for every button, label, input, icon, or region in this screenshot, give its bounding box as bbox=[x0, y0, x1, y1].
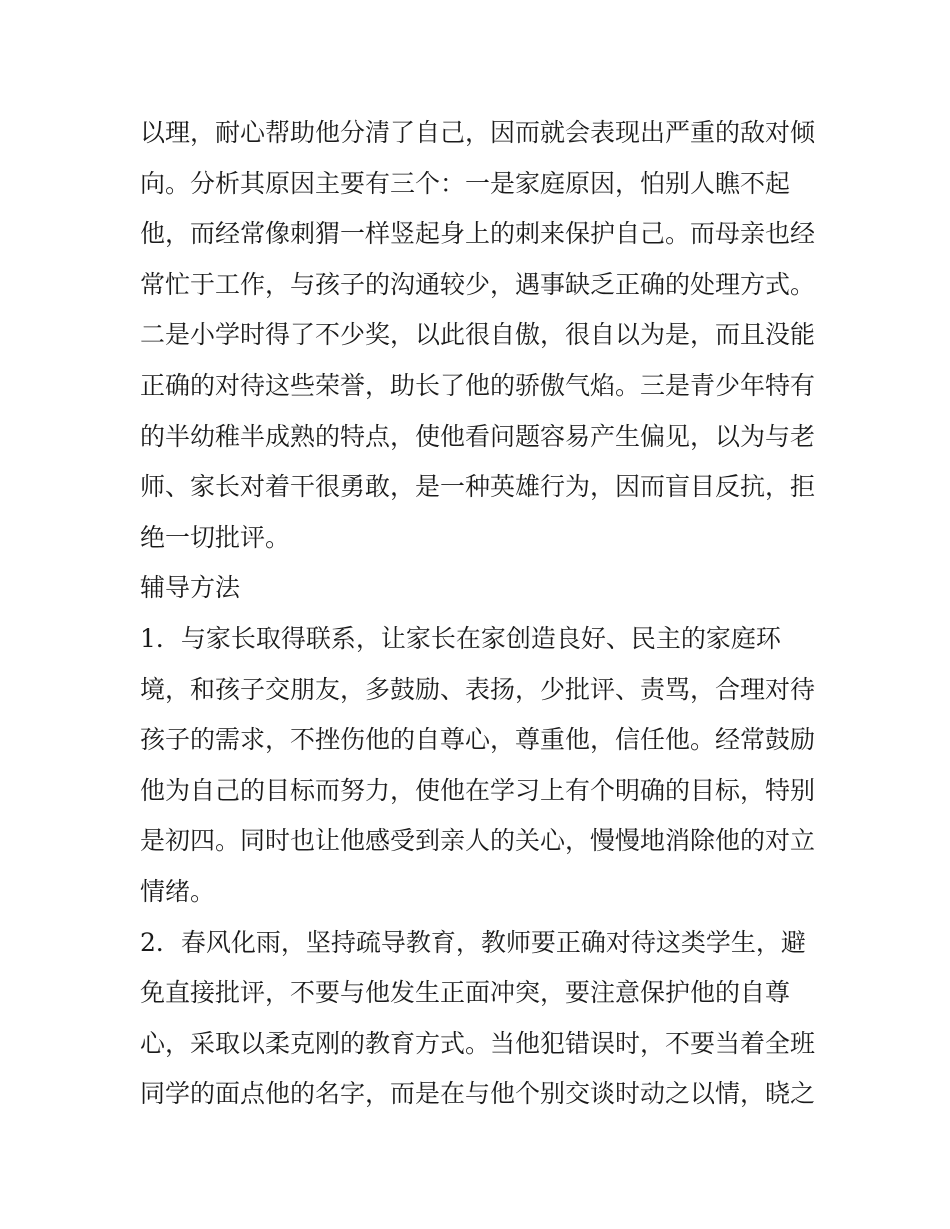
text-line: 他，而经常像刺猬一样竖起身上的刺来保护自己。而母亲也经 bbox=[140, 219, 816, 249]
text-line: 向。分析其原因主要有三个：一是家庭原因，怕别人瞧不起 bbox=[140, 168, 791, 198]
text-line: 免直接批评，不要与他发生正面冲突，要注意保护他的自尊 bbox=[140, 978, 791, 1008]
text-line: 心，采取以柔克刚的教育方式。当他犯错误时，不要当着全班 bbox=[140, 1028, 816, 1058]
section-heading: 辅导方法 bbox=[140, 573, 241, 603]
text-line: 2．春风化雨，坚持疏导教育，教师要正确对待这类学生，避 bbox=[140, 927, 806, 957]
text-line: 绝一切批评。 bbox=[140, 522, 291, 552]
text-line: 的半幼稚半成熟的特点，使他看问题容易产生偏见，以为与老 bbox=[140, 421, 816, 451]
text-line: 师、家长对着干很勇敢，是一种英雄行为，因而盲目反抗，拒 bbox=[140, 472, 816, 502]
document-body bbox=[140, 108, 820, 1120]
text-line: 情绪。 bbox=[140, 876, 216, 906]
text-line: 境，和孩子交朋友，多鼓励、表扬，少批评、责骂，合理对待 bbox=[140, 674, 816, 704]
text-line: 是初四。同时也让他感受到亲人的关心，慢慢地消除他的对立 bbox=[140, 826, 816, 856]
text-line: 同学的面点他的名字，而是在与他个别交谈时动之以情，晓之 bbox=[140, 1079, 816, 1109]
text-line: 以理，耐心帮助他分清了自己，因而就会表现出严重的敌对倾 bbox=[140, 118, 816, 147]
text-line: 二是小学时得了不少奖，以此很自傲，很自以为是，而且没能 bbox=[140, 320, 816, 350]
text-line: 常忙于工作，与孩子的沟通较少，遇事缺乏正确的处理方式。 bbox=[140, 269, 816, 299]
text-line: 1．与家长取得联系，让家长在家创造良好、民主的家庭环 bbox=[140, 623, 781, 653]
text-line: 正确的对待这些荣誉，助长了他的骄傲气焰。三是青少年特有 bbox=[140, 370, 816, 400]
text-line: 他为自己的目标而努力，使他在学习上有个明确的目标，特别 bbox=[140, 775, 816, 805]
text-line: 孩子的需求，不挫伤他的自尊心，尊重他，信任他。经常鼓励 bbox=[140, 725, 816, 755]
